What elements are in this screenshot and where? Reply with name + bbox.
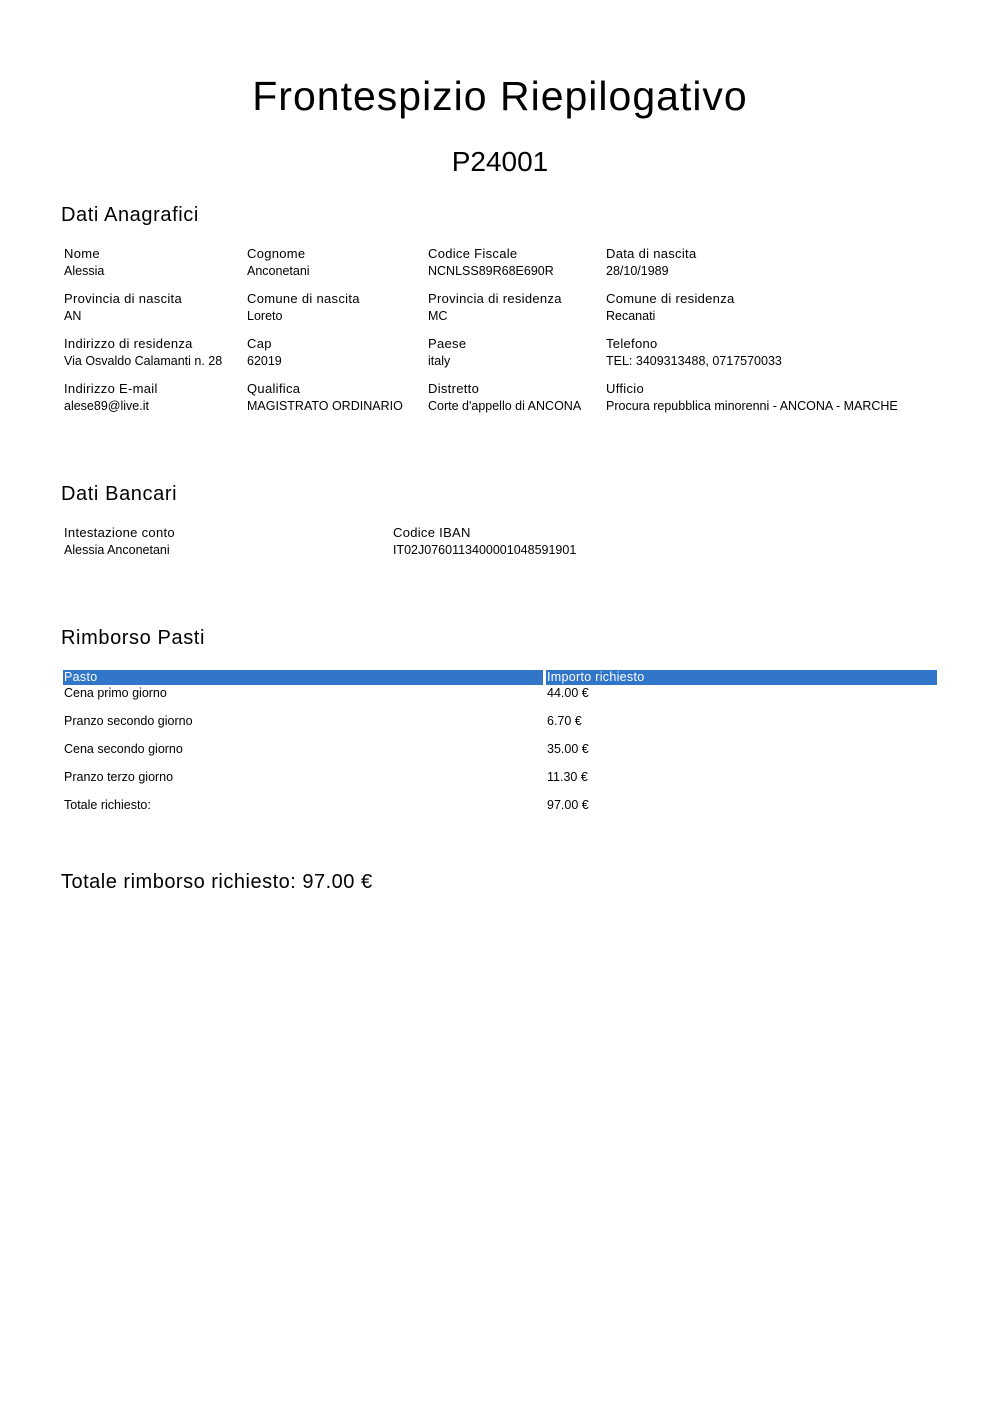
- section-title-anagrafici: Dati Anagrafici: [61, 204, 199, 226]
- table-row: [63, 713, 937, 741]
- rimborso-table: [63, 670, 937, 825]
- column-header-importo: Importo richiesto: [546, 670, 937, 685]
- field-label: Comune di nascita: [247, 291, 360, 306]
- field-paese: [428, 336, 466, 369]
- field-cognome: [247, 246, 310, 279]
- document-title: Frontespizio Riepilogativo: [252, 73, 748, 119]
- field-cap: [247, 336, 282, 369]
- table-row: [63, 685, 937, 713]
- field-value: italy: [428, 354, 451, 368]
- field-label: Ufficio: [606, 381, 644, 396]
- field-codice-iban: [393, 525, 576, 558]
- cell-pasto: Cena secondo giorno: [64, 742, 183, 756]
- cell-importo: 11.30 €: [547, 770, 588, 784]
- field-value: Corte d'appello di ANCONA: [428, 399, 582, 413]
- field-indirizzo-residenza: [64, 336, 222, 369]
- field-label: Paese: [428, 336, 467, 351]
- field-comune-nascita: [247, 291, 360, 324]
- field-value: MAGISTRATO ORDINARIO: [247, 399, 403, 413]
- field-label: Provincia di residenza: [428, 291, 562, 306]
- field-value: MC: [428, 309, 448, 323]
- section-title-bancari: Dati Bancari: [61, 483, 178, 505]
- cell-pasto: Cena primo giorno: [64, 686, 167, 700]
- field-label: Indirizzo di residenza: [64, 336, 193, 351]
- cell-importo: 44.00 €: [547, 686, 589, 700]
- cell-pasto: Pranzo secondo giorno: [64, 714, 193, 728]
- field-value: Procura repubblica minorenni - ANCONA - MARCHE: [606, 399, 898, 413]
- field-value: 28/10/1989: [606, 264, 669, 278]
- field-value: IT02J0760113400001048591901: [393, 543, 577, 557]
- field-label: Telefono: [606, 336, 658, 351]
- field-codice-fiscale: [428, 246, 554, 279]
- field-value: Via Osvaldo Calamanti n. 28: [64, 354, 223, 368]
- field-nome: [64, 246, 104, 279]
- totale-rimborso: Totale rimborso richiesto: 97.00 €: [61, 871, 373, 893]
- field-value: Alessia Anconetani: [64, 543, 170, 557]
- field-value: NCNLSS89R68E690R: [428, 264, 554, 278]
- cell-importo: 97.00 €: [547, 798, 589, 812]
- field-label: Codice IBAN: [393, 525, 471, 540]
- cell-pasto: Totale richiesto:: [64, 798, 151, 812]
- field-value: Anconetani: [247, 264, 310, 278]
- field-distretto: [428, 381, 581, 414]
- field-label: Codice Fiscale: [428, 246, 518, 261]
- field-qualifica: [247, 381, 403, 414]
- field-label: Indirizzo E-mail: [64, 381, 158, 396]
- field-label: Provincia di nascita: [64, 291, 182, 306]
- field-label: Data di nascita: [606, 246, 697, 261]
- document-code: P24001: [451, 146, 549, 177]
- field-value: alese89@live.it: [64, 399, 149, 413]
- cell-importo: 6.70 €: [547, 714, 582, 728]
- field-email: [64, 381, 158, 414]
- field-label: Cap: [247, 336, 272, 351]
- field-label: Nome: [64, 246, 100, 261]
- cell-pasto: Pranzo terzo giorno: [64, 770, 174, 784]
- table-row: [63, 769, 937, 797]
- field-value: AN: [64, 309, 82, 323]
- field-comune-residenza: [606, 291, 735, 324]
- field-label: Distretto: [428, 381, 480, 396]
- field-value: 62019: [247, 354, 282, 368]
- table-row-total: [63, 797, 937, 825]
- field-label: Cognome: [247, 246, 306, 261]
- field-provincia-residenza: [428, 291, 562, 324]
- table-row: [63, 741, 937, 769]
- section-title-rimborso: Rimborso Pasti: [61, 627, 205, 649]
- field-data-nascita: [606, 246, 697, 279]
- field-provincia-nascita: [64, 291, 182, 324]
- field-ufficio: [606, 381, 898, 414]
- field-value: Loreto: [247, 309, 283, 323]
- field-value: Alessia: [64, 264, 105, 278]
- field-value: TEL: 3409313488, 0717570033: [606, 354, 782, 368]
- column-header-pasto: Pasto: [63, 670, 543, 685]
- field-label: Comune di residenza: [606, 291, 735, 306]
- field-telefono: [606, 336, 782, 369]
- field-value: Recanati: [606, 309, 656, 323]
- field-label: Qualifica: [247, 381, 301, 396]
- table-header: [63, 670, 937, 685]
- cell-importo: 35.00 €: [547, 742, 589, 756]
- field-label: Intestazione conto: [64, 525, 175, 540]
- field-intestazione-conto: [64, 525, 175, 558]
